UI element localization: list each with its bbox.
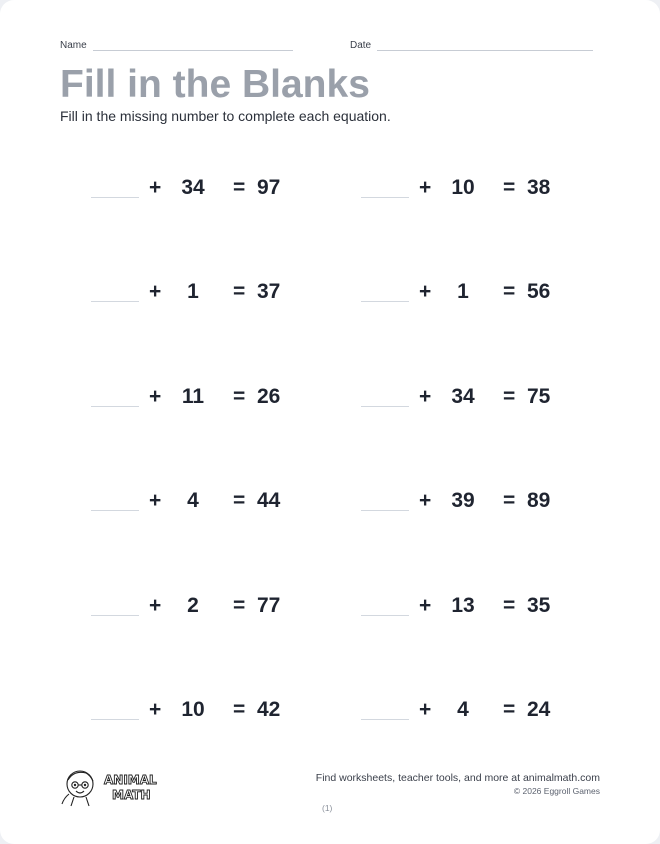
equals-sign: =: [233, 280, 246, 303]
plus-sign: +: [149, 698, 162, 721]
answer-blank[interactable]: [91, 719, 139, 720]
sum: 37: [257, 280, 281, 303]
name-date-row: [60, 38, 600, 54]
addend: 4: [457, 698, 469, 721]
plus-sign: +: [149, 594, 162, 617]
sum: 26: [257, 385, 281, 408]
date-label: Date: [350, 40, 372, 51]
equation-item: [361, 375, 581, 415]
date-field[interactable]: [350, 38, 593, 51]
sum: 42: [257, 698, 281, 721]
answer-blank[interactable]: [361, 615, 409, 616]
sum: 35: [527, 594, 551, 617]
animal-math-logo: [60, 764, 172, 808]
equation-item: [361, 479, 581, 519]
equals-sign: =: [503, 594, 516, 617]
addend: 10: [181, 698, 205, 721]
equation-item: [91, 479, 311, 519]
plus-sign: +: [149, 489, 162, 512]
addend: 1: [187, 280, 199, 303]
sum: 75: [527, 385, 551, 408]
equation-item: [91, 688, 311, 728]
equals-sign: =: [233, 489, 246, 512]
addend: 34: [181, 176, 205, 199]
equation-item: [91, 166, 311, 206]
equals-sign: =: [503, 176, 516, 199]
answer-blank[interactable]: [361, 301, 409, 302]
sum: 77: [257, 594, 281, 617]
sum: 38: [527, 176, 551, 199]
plus-sign: +: [419, 280, 432, 303]
plus-sign: +: [419, 698, 432, 721]
addend: 34: [451, 385, 475, 408]
addend: 13: [451, 594, 475, 617]
name-field[interactable]: [60, 38, 293, 51]
equals-sign: =: [233, 594, 246, 617]
equals-sign: =: [233, 385, 246, 408]
equation-item: [361, 584, 581, 624]
addend: 39: [451, 489, 475, 512]
promo-link[interactable]: Find worksheets, teacher tools, and more at animalmath.com: [315, 772, 600, 784]
page-number: (1): [322, 803, 333, 813]
answer-blank[interactable]: [91, 197, 139, 198]
svg-text:MATH: MATH: [112, 788, 151, 802]
equals-sign: =: [503, 280, 516, 303]
plus-sign: +: [419, 489, 432, 512]
addend: 1: [457, 280, 469, 303]
answer-blank[interactable]: [361, 406, 409, 407]
answer-blank[interactable]: [361, 510, 409, 511]
sum: 97: [257, 176, 281, 199]
instructions: Fill in the missing number to complete each equation.: [60, 108, 391, 124]
sum: 56: [527, 280, 551, 303]
plus-sign: +: [419, 176, 432, 199]
page-title: Fill in the Blanks: [60, 63, 370, 106]
sum: 24: [527, 698, 551, 721]
answer-blank[interactable]: [361, 197, 409, 198]
equation-item: [91, 584, 311, 624]
answer-blank[interactable]: [91, 406, 139, 407]
plus-sign: +: [419, 594, 432, 617]
answer-blank[interactable]: [91, 615, 139, 616]
addend: 11: [181, 385, 205, 408]
addend: 10: [451, 176, 475, 199]
equals-sign: =: [503, 489, 516, 512]
equals-sign: =: [233, 176, 246, 199]
date-line[interactable]: [377, 38, 593, 51]
equation-item: [361, 270, 581, 310]
addend: 4: [187, 489, 199, 512]
footer-text: [316, 772, 600, 796]
equals-sign: =: [503, 698, 516, 721]
plus-sign: +: [419, 385, 432, 408]
name-label: Name: [60, 40, 87, 51]
equation-item: [361, 688, 581, 728]
plus-sign: +: [149, 176, 162, 199]
equals-sign: =: [233, 698, 246, 721]
equation-item: [361, 166, 581, 206]
answer-blank[interactable]: [361, 719, 409, 720]
answer-blank[interactable]: [91, 301, 139, 302]
answer-blank[interactable]: [91, 510, 139, 511]
plus-sign: +: [149, 385, 162, 408]
name-line[interactable]: [93, 38, 293, 51]
addend: 2: [187, 594, 199, 617]
kid-mascot-icon: [60, 764, 172, 808]
equation-item: [91, 270, 311, 310]
equation-item: [91, 375, 311, 415]
sum: 44: [257, 489, 281, 512]
svg-text:ANIMAL: ANIMAL: [104, 773, 157, 787]
equals-sign: =: [503, 385, 516, 408]
sum: 89: [527, 489, 551, 512]
copyright: © 2026 Eggroll Games: [513, 786, 600, 796]
plus-sign: +: [149, 280, 162, 303]
